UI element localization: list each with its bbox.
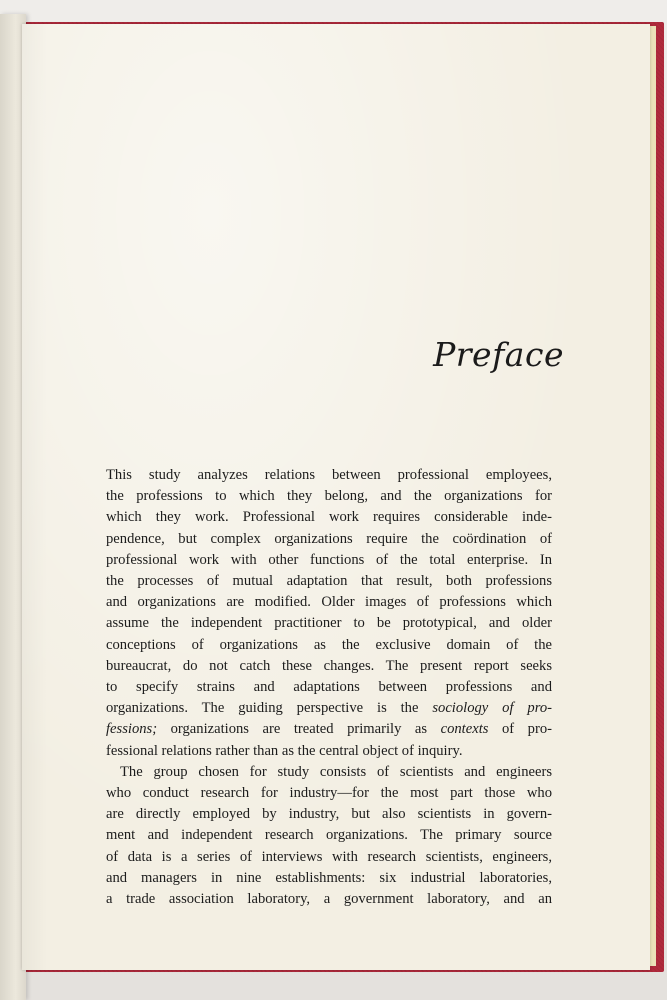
text-line — [106, 719, 552, 740]
text-line: to specify strains and adaptations between professions and — [106, 679, 552, 696]
italic-term: contexts — [440, 721, 489, 738]
text-line: professional work with other functions of the total enterprise. In — [106, 551, 552, 568]
text-line: of data is a series of interviews with research scientists, engineers, — [106, 848, 552, 865]
text-line: bureaucrat, do not catch these changes. The present report seeks — [106, 657, 552, 674]
text-segment: of pro- — [488, 721, 552, 738]
italic-term: fessions; — [106, 721, 158, 738]
page-body — [106, 465, 552, 910]
text-line: conceptions of organizations as the exclusive domain of the — [106, 636, 552, 653]
text-segment: organizations are treated primarily as — [157, 721, 441, 738]
text-line: pendence, but complex organizations require the coördination of — [106, 530, 552, 547]
text-line: assume the independent practitioner to be prototypical, and older — [106, 615, 552, 632]
text-line — [106, 698, 552, 719]
page-title: Preface — [433, 335, 564, 374]
paragraph-1 — [106, 465, 552, 762]
text-line: the professions to which they belong, and the organizations for — [106, 488, 552, 505]
text-line: are directly employed by industry, but also scientists in govern- — [106, 806, 552, 823]
italic-term: sociology of pro- — [432, 700, 552, 717]
paragraph-2 — [106, 762, 552, 910]
text-line: This study analyzes relations between professional employees, — [106, 467, 552, 483]
text-line: the processes of mutual adaptation that result, both professions — [106, 573, 552, 590]
text-line: and managers in nine establishments: six industrial laboratories, — [106, 869, 552, 886]
text-line: fessional relations rather than as the central object of inquiry. — [106, 742, 463, 759]
text-segment: organizations. The guiding perspective is the — [106, 700, 433, 717]
text-line: ment and independent research organizations. The primary source — [106, 827, 552, 844]
text-line: a trade association laboratory, a government laboratory, and an — [106, 891, 552, 908]
text-line: which they work. Professional work requires considerable inde- — [106, 509, 552, 526]
text-line: The group chosen for study consists of scientists and engineers — [120, 763, 552, 780]
text-line: and organizations are modified. Older images of professions which — [106, 594, 552, 611]
book-page — [22, 24, 650, 970]
text-line: who conduct research for industry—for the most part those who — [106, 785, 552, 802]
